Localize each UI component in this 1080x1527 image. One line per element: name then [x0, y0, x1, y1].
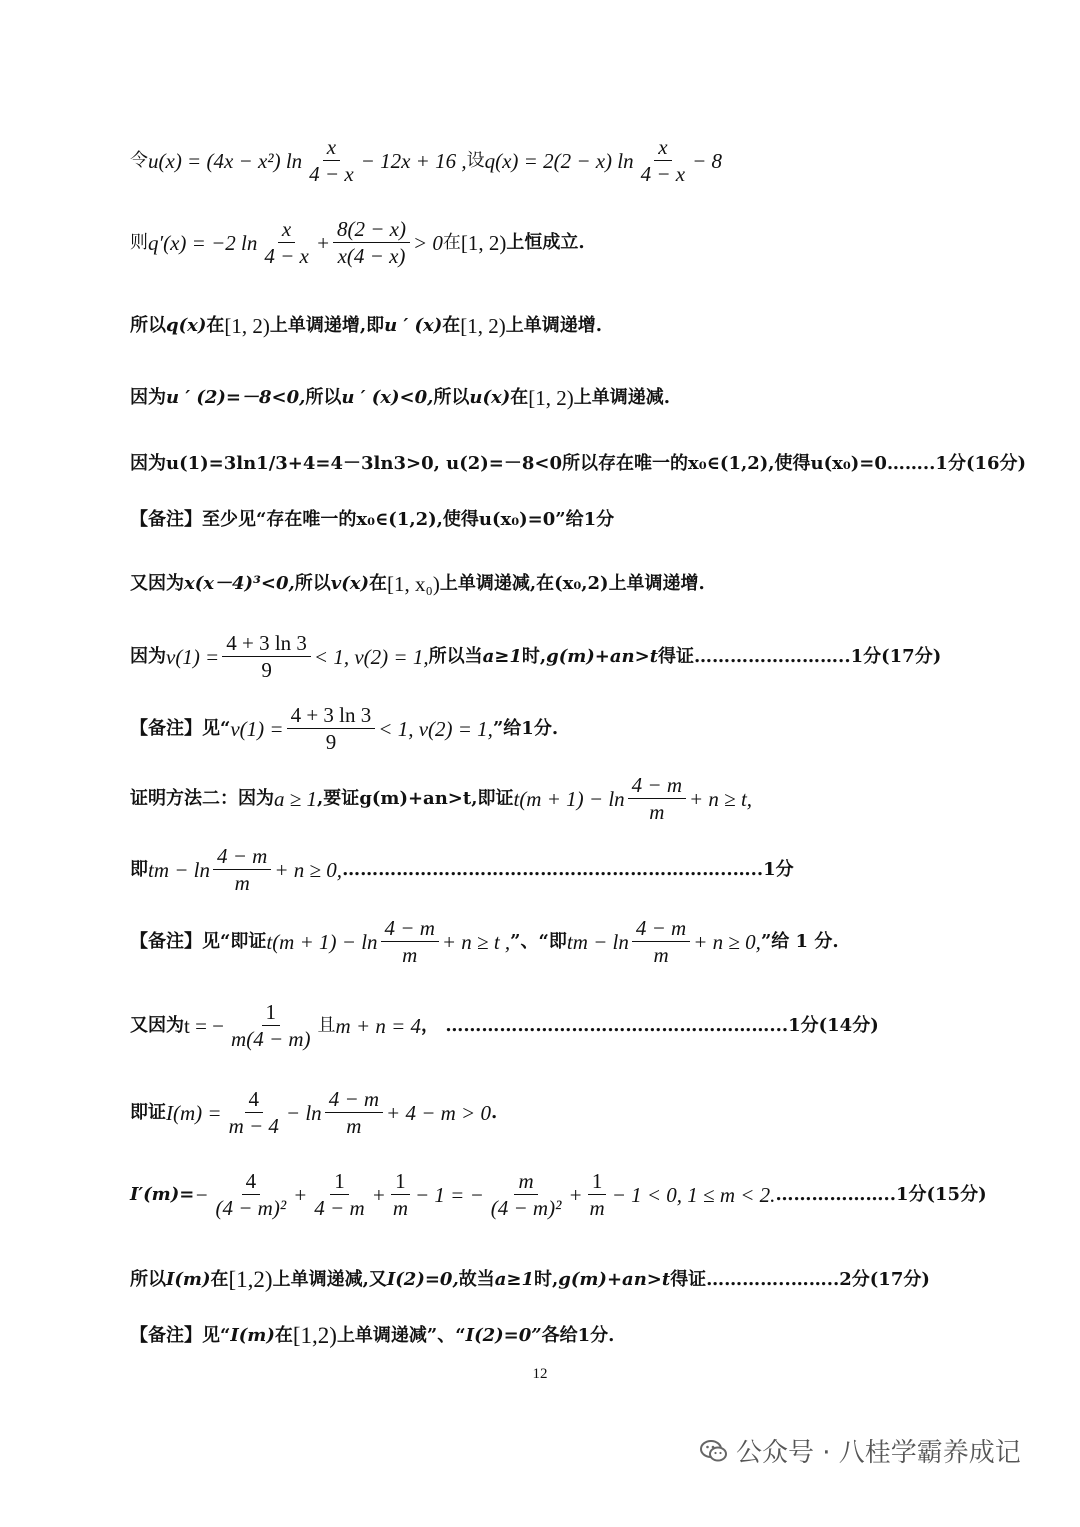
- text-segment: 使得: [442, 509, 479, 530]
- text-segment: 所以: [130, 1269, 166, 1290]
- text-segment: 得证……………………..1: [658, 645, 864, 667]
- watermark-text: 公众号 · 八桂学霸养成记: [736, 1438, 1021, 1468]
- text-segment: 分.: [590, 1325, 615, 1346]
- text-segment: 分: [947, 453, 966, 474]
- text-segment: + n ≥ 0,: [274, 857, 343, 882]
- text-segment: I(m): [166, 1269, 211, 1290]
- text-segment: t = −: [184, 1013, 225, 1038]
- text-segment: (17: [869, 1269, 904, 1290]
- text-segment: u(x) = (4x − x²) ln: [148, 148, 303, 173]
- text-segment: ,要证: [317, 787, 360, 809]
- text-segment: 在: [442, 315, 461, 336]
- text-segment: 且: [317, 1014, 336, 1036]
- text-segment: 上恒成立.: [506, 231, 585, 253]
- text-segment: x(4 − x): [337, 244, 406, 268]
- text-segment: 上单调递减.: [573, 387, 671, 408]
- page-number: 12: [532, 1366, 548, 1382]
- text-segment: 4 − m: [213, 845, 271, 870]
- text-segment: 分: [914, 645, 933, 667]
- text-segment: 【备注】见“: [130, 717, 231, 739]
- text-segment: g(m)+an>t: [558, 1269, 671, 1290]
- text-segment: ”给 1 分.: [760, 930, 839, 952]
- fraction: [381, 917, 439, 966]
- text-segment: .: [490, 1101, 498, 1123]
- text-segment: q′(x) = −2 ln: [148, 230, 258, 255]
- text-segment: (4 − m)²: [215, 1196, 287, 1220]
- text-segment: +: [568, 1182, 583, 1207]
- text-segment: 所以: [433, 387, 470, 408]
- text-segment: < 1, v(2) = 1,: [378, 716, 493, 741]
- line-I-derivative: [130, 1170, 987, 1219]
- text-segment: 时,: [534, 1269, 559, 1290]
- text-segment: 4 − m: [628, 774, 686, 799]
- text-segment: 所以当: [428, 645, 483, 667]
- text-segment: 分: [960, 1183, 979, 1205]
- text-segment: 分: [903, 1269, 922, 1290]
- text-segment: 分: [852, 1014, 871, 1036]
- text-segment: u(x₀)=0……..1: [810, 453, 948, 474]
- text-segment: 分: [999, 453, 1018, 474]
- text-segment: a≥1: [482, 645, 522, 667]
- text-segment: I′(m)=: [130, 1183, 195, 1205]
- fraction: [260, 218, 313, 267]
- fraction: [628, 774, 686, 823]
- text-segment: x₀∈(1,2),: [687, 453, 775, 474]
- text-segment: q(x) = 2(2 − x) ln: [484, 148, 634, 173]
- text-segment: 即: [130, 858, 148, 880]
- text-segment: tm − ln: [148, 857, 211, 882]
- text-segment: + n ≥ t,: [689, 786, 753, 811]
- fraction: [225, 1088, 283, 1137]
- text-segment: 所以: [305, 387, 342, 408]
- text-segment: m: [653, 943, 669, 967]
- text-segment: 所以: [130, 315, 166, 336]
- text-segment: 各给: [541, 1325, 578, 1346]
- text-segment: I(m) =: [166, 1100, 222, 1125]
- line-u-decreasing: [130, 386, 670, 410]
- text-segment: 分: [596, 509, 615, 530]
- fraction: [213, 845, 271, 894]
- text-segment: 上单调递减,在: [439, 573, 555, 594]
- text-segment: 4 + 3 ln 3: [222, 632, 311, 657]
- wechat-icon: [700, 1439, 728, 1463]
- text-segment: 4 − m: [325, 1088, 383, 1113]
- text-segment: 给: [565, 509, 584, 530]
- line-note-2: [130, 704, 558, 753]
- text-segment: (17: [881, 645, 915, 667]
- text-segment: 在: [369, 573, 388, 594]
- line-method-two: [130, 774, 752, 823]
- text-segment: m: [589, 1196, 605, 1220]
- text-segment: u(1)=3ln1/3+4=4－3ln3>0, u(2)=－8<0: [166, 453, 562, 474]
- text-segment: 分: [800, 1014, 819, 1036]
- text-segment: 1: [262, 1001, 281, 1026]
- text-segment: 使得: [774, 453, 811, 474]
- text-segment: +: [293, 1182, 308, 1207]
- text-segment: (x₀,2): [554, 573, 609, 594]
- text-segment: ， ………………………………………………...1: [421, 1014, 801, 1036]
- text-segment: 设: [466, 149, 485, 171]
- text-segment: 上单调递增,即: [269, 315, 385, 336]
- text-segment: 因为: [130, 387, 166, 408]
- line-q-increasing: [130, 314, 602, 338]
- text-segment: 则: [130, 231, 148, 253]
- text-segment: m: [649, 800, 665, 824]
- text-segment: 分: [863, 645, 882, 667]
- text-segment: 分: [908, 1183, 927, 1205]
- text-segment: (16: [965, 453, 1000, 474]
- text-segment: m: [392, 1196, 408, 1220]
- text-segment: x(x－4)³<0,: [184, 573, 295, 594]
- text-segment: 【备注】至少见“存在唯一的: [130, 509, 357, 530]
- text-segment: v(1) =: [230, 716, 284, 741]
- fraction: [389, 1170, 412, 1219]
- text-segment: 4 − m: [632, 917, 690, 942]
- line-tm-inequality: [130, 845, 794, 894]
- line-I-definition: [130, 1088, 497, 1137]
- text-segment: 得证…………..……..2: [670, 1269, 852, 1290]
- text-segment: [1, 2): [460, 230, 507, 255]
- text-segment: 1: [521, 717, 534, 739]
- fraction: [310, 1170, 368, 1219]
- line-note-1: [130, 508, 614, 532]
- line-v-monotonic: [130, 572, 705, 596]
- text-segment: 即证: [477, 787, 514, 809]
- fraction: [222, 632, 311, 681]
- text-segment: (4 − m)²: [490, 1196, 562, 1220]
- line-t-value: [130, 1001, 879, 1050]
- text-segment: 9: [261, 658, 272, 682]
- text-segment: x: [323, 136, 340, 161]
- text-segment: [1, 2): [528, 386, 574, 410]
- text-segment: 1: [577, 1325, 591, 1346]
- text-segment: 令: [130, 149, 148, 171]
- text-segment: 【备注】见“: [130, 1325, 231, 1346]
- text-segment: ………………..1: [775, 1183, 909, 1205]
- text-segment: (15: [926, 1183, 961, 1205]
- text-segment: 在: [510, 387, 529, 408]
- text-segment: ): [932, 645, 942, 667]
- text-segment: a≥1: [494, 1269, 534, 1290]
- text-segment: +: [315, 230, 330, 255]
- text-segment: m: [346, 1114, 362, 1138]
- text-segment: 上单调递增.: [505, 315, 603, 336]
- text-segment: m: [514, 1170, 537, 1195]
- line-u-q-definition: [130, 136, 722, 185]
- text-segment: > 0: [412, 230, 443, 255]
- text-segment: [1, 2): [460, 314, 506, 338]
- line-note-4: [130, 1324, 614, 1348]
- text-segment: t(m + 1) − ln: [513, 786, 625, 811]
- text-segment: 在: [274, 1325, 293, 1346]
- text-segment: 4 − x: [640, 162, 686, 186]
- text-segment: − 1 < 0, 1 ≤ m < 2.: [611, 1182, 776, 1207]
- text-segment: I(2)=0”: [465, 1325, 542, 1346]
- fraction: [333, 218, 410, 267]
- text-segment: 分.: [533, 717, 559, 739]
- text-segment: 9: [325, 730, 337, 754]
- text-segment: I(2)=0,: [386, 1269, 459, 1290]
- text-segment: 1: [391, 1170, 410, 1195]
- text-segment: 上单调递增.: [608, 573, 705, 594]
- text-segment: 4: [242, 1170, 261, 1195]
- text-segment: ): [921, 1269, 930, 1290]
- text-segment: −: [194, 1182, 209, 1207]
- fraction: [305, 136, 358, 185]
- text-segment: [1, 2): [224, 314, 270, 338]
- text-segment: 在: [210, 1269, 229, 1290]
- line-note-3: [130, 917, 839, 966]
- text-segment: u(x₀)=0”: [478, 509, 566, 530]
- watermark: [700, 1432, 1021, 1469]
- line-v-values: [130, 632, 941, 681]
- text-segment: tm − ln: [566, 929, 629, 954]
- text-segment: x: [654, 136, 671, 161]
- text-segment: ………………………………………………………..…..1: [342, 858, 776, 880]
- text-segment: 因为: [130, 645, 166, 667]
- text-segment: u ′ (x): [384, 315, 443, 336]
- fraction: [287, 704, 376, 753]
- text-segment: 因为: [130, 453, 166, 474]
- fraction: [487, 1170, 566, 1219]
- text-segment: 4 − x: [264, 244, 309, 268]
- text-segment: 【备注】见“即证: [130, 930, 267, 952]
- text-segment: [1,2): [228, 1267, 273, 1292]
- text-segment: a ≥ 1: [274, 786, 318, 811]
- text-segment: v(x): [330, 573, 370, 594]
- text-segment: 上单调递减”、“: [336, 1325, 466, 1346]
- text-segment: + n ≥ 0,: [693, 929, 761, 954]
- text-segment: ): [978, 1183, 987, 1205]
- text-segment: I(m): [230, 1325, 275, 1346]
- text-segment: 4 − m: [381, 917, 439, 942]
- text-segment: 分: [851, 1269, 870, 1290]
- text-segment: ”给: [492, 717, 522, 739]
- text-segment: u(x): [469, 387, 511, 408]
- text-segment: 4 + 3 ln 3: [287, 704, 376, 729]
- text-segment: ”、“即: [510, 930, 567, 952]
- text-segment: v(1) =: [166, 644, 220, 669]
- text-segment: 故当: [458, 1269, 495, 1290]
- text-segment: m(4 − m): [231, 1027, 311, 1051]
- text-segment: x: [278, 218, 295, 243]
- line-I-decreasing: [130, 1268, 930, 1292]
- text-segment: 证明方法二：因为: [130, 787, 274, 809]
- fraction: [212, 1170, 291, 1219]
- text-segment: − ln: [285, 1100, 322, 1125]
- text-segment: m − 4: [228, 1114, 279, 1138]
- text-segment: 所以存在唯一的: [561, 453, 688, 474]
- text-segment: 时,: [521, 645, 547, 667]
- text-segment: g(m)+an>t: [546, 645, 659, 667]
- text-segment: − 1 = −: [414, 1182, 484, 1207]
- text-segment: − 8: [692, 148, 723, 173]
- text-segment: +: [371, 1182, 386, 1207]
- text-segment: ): [870, 1014, 879, 1036]
- text-segment: 又因为: [130, 1014, 184, 1036]
- text-segment: + 4 − m > 0: [386, 1100, 491, 1125]
- text-segment: x₀∈(1,2),: [356, 509, 443, 530]
- fraction: [632, 917, 690, 966]
- text-segment: 在: [442, 231, 461, 253]
- text-segment: 又因为: [130, 573, 184, 594]
- text-segment: (14: [818, 1014, 853, 1036]
- text-segment: 在: [206, 315, 225, 336]
- fraction: [586, 1170, 609, 1219]
- text-segment: 1: [583, 509, 597, 530]
- text-segment: m + n = 4: [335, 1013, 422, 1038]
- fraction: [325, 1088, 383, 1137]
- text-segment: − 12x + 16 ,: [360, 148, 467, 173]
- text-segment: t(m + 1) − ln: [266, 929, 378, 954]
- text-segment: u ′ (2)=－8<0,: [166, 387, 306, 408]
- text-segment: 4: [245, 1088, 264, 1113]
- text-segment: 4 − x: [309, 162, 354, 186]
- text-segment: 上单调递减,又: [272, 1269, 387, 1290]
- text-segment: [1,2): [292, 1323, 337, 1348]
- text-segment: + n ≥ t ,: [441, 929, 511, 954]
- text-segment: ): [1017, 453, 1027, 474]
- text-segment: m: [234, 871, 250, 895]
- text-segment: 1: [330, 1170, 349, 1195]
- text-segment: q(x): [166, 315, 207, 336]
- text-segment: 分: [775, 858, 794, 880]
- text-segment: m: [402, 943, 418, 967]
- line-q-derivative: [130, 218, 585, 267]
- text-segment: 1: [588, 1170, 607, 1195]
- text-segment: [1, x₀): [387, 572, 440, 596]
- text-segment: 所以: [294, 573, 331, 594]
- text-segment: 即证: [130, 1101, 166, 1123]
- line-unique-root: [130, 452, 1026, 476]
- text-segment: 4 − m: [314, 1196, 365, 1220]
- text-segment: g(m)+an>t,: [359, 787, 478, 809]
- fraction: [227, 1001, 315, 1050]
- text-segment: 8(2 − x): [333, 218, 410, 243]
- text-segment: u ′ (x)<0,: [341, 387, 434, 408]
- fraction: [637, 136, 690, 185]
- text-segment: < 1, v(2) = 1,: [313, 644, 429, 669]
